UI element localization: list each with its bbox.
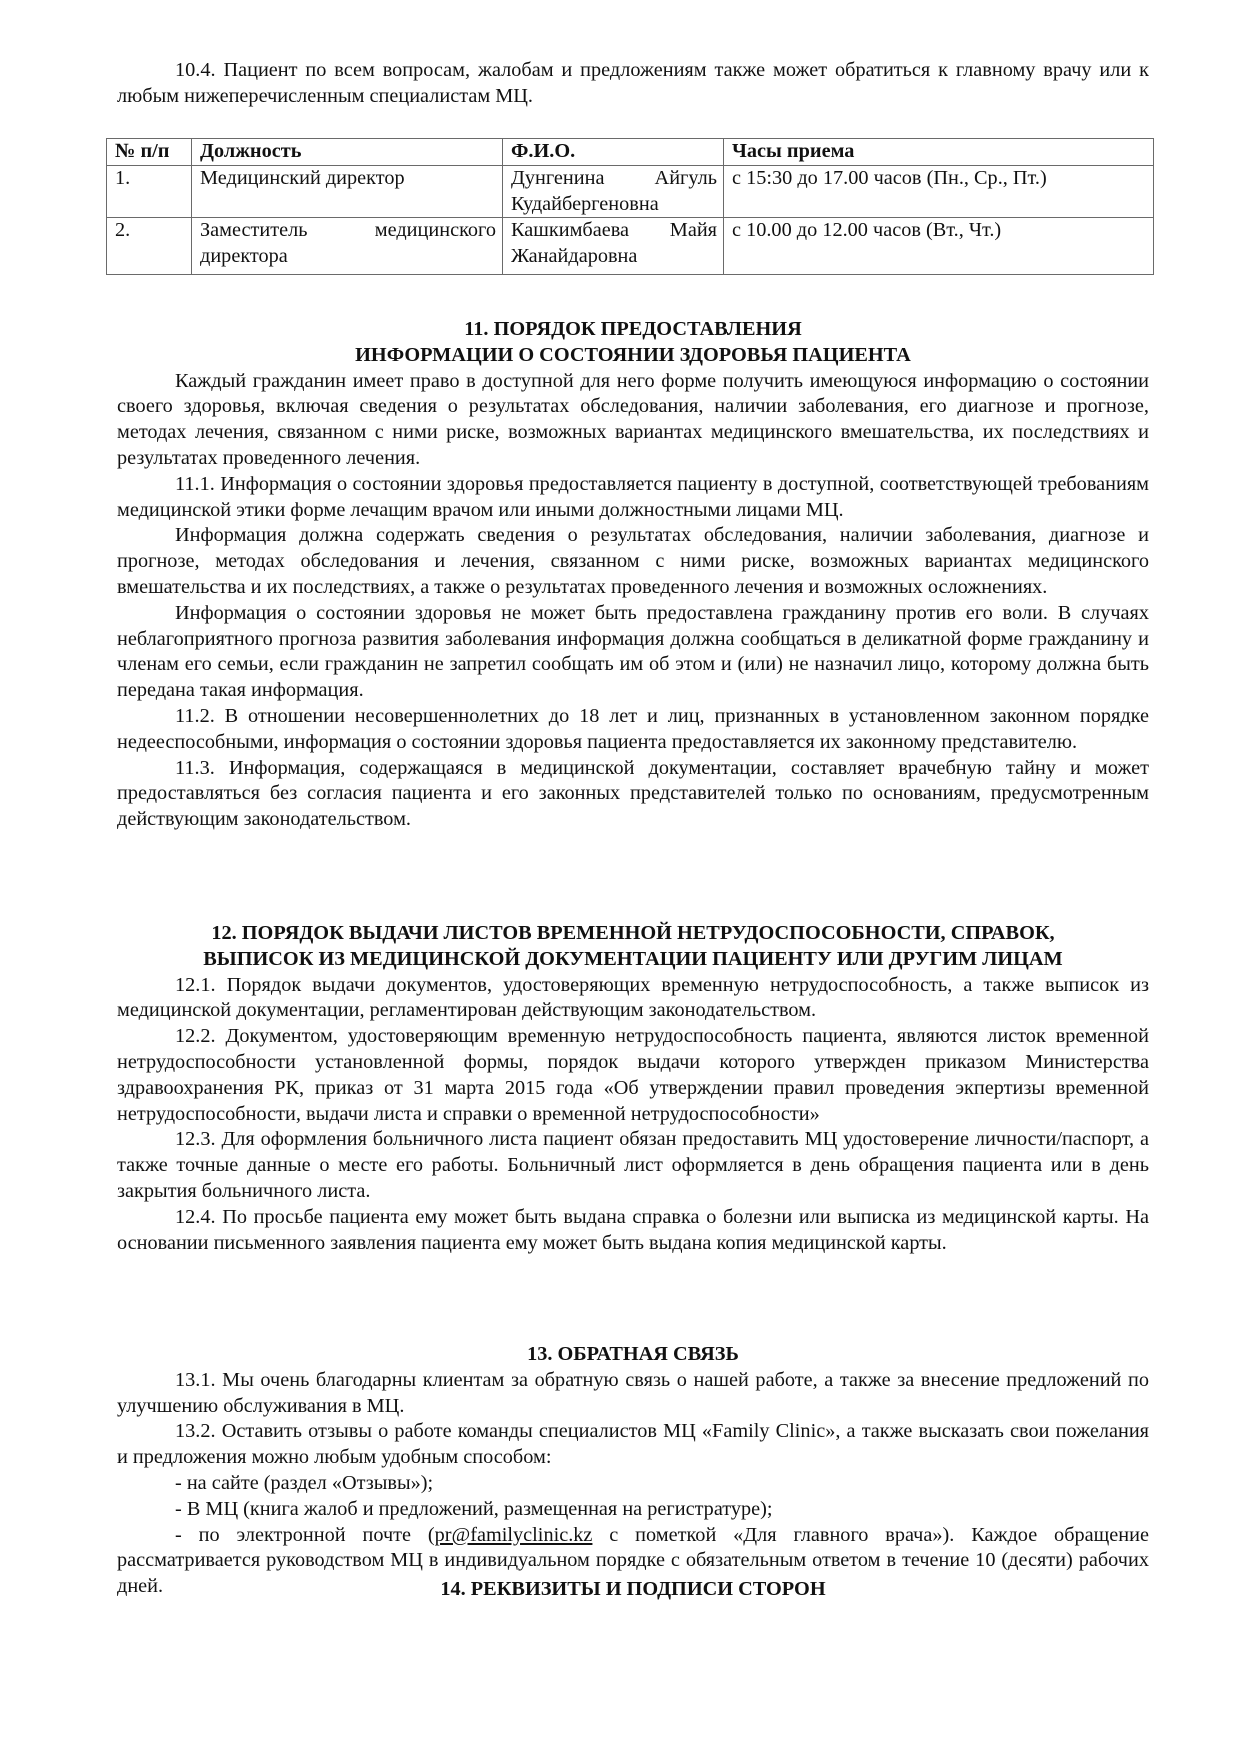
section-12-heading-line-1: 12. ПОРЯДОК ВЫДАЧИ ЛИСТОВ ВРЕМЕННОЙ НЕТРУДОСПОСОБНОСТИ, СПРАВОК, bbox=[211, 922, 1055, 944]
cell-name: Дунгенина Айгуль Кудайбергеновна bbox=[503, 165, 724, 218]
paragraph-13-1: 13.1. Мы очень благодарны клиентам за обратную связь о нашей работе, а также за внесение предложений по улучшению обслуживания в МЦ. bbox=[117, 1368, 1149, 1417]
email-item-suffix: с пометкой «Для главного врача»). Каждое обращение рассматривается руководством МЦ в индивидуальном порядке с обязательным ответом в течение 10 (десяти) рабочих дней. bbox=[117, 1523, 1149, 1598]
paragraph-11-2: 11.2. В отношении несовершеннолетних до 18 лет и лиц, признанных в установленном законном порядке недееспособными, информация о состоянии здоровья пациента предоставляется их законному представителю. bbox=[117, 704, 1149, 753]
column-header-hours: Часы приема bbox=[724, 139, 1154, 166]
section-14 bbox=[117, 1577, 1149, 1603]
paragraph-block-10-4 bbox=[117, 58, 1149, 110]
section-11-paragraph: Информация должна содержать сведения о результатах обследования, наличии заболевания, диагнозе и прогнозе, методах обследования и лечения, связанном с ними риске, возможных вариантах медицинского вмешательства и их последствиях, а также о результатах проведенного лечения и возможных осложнениях. bbox=[117, 524, 1149, 598]
section-11-paragraph: Информация о состоянии здоровья не может быть предоставлена гражданину против его воли. В случаях неблагоприятного прогноза развития заболевания информация должна сообщаться в деликатной форме гражданину и членам его семьи, если гражданин не запретил сообщать им об этом и (или) не назначил лицо, которому должна быть передана такая информация. bbox=[117, 601, 1149, 702]
staff-table bbox=[106, 138, 1154, 275]
column-header-number: № п/п bbox=[107, 139, 192, 166]
email-item-prefix: - по электронной почте ( bbox=[175, 1523, 435, 1546]
table-row bbox=[107, 218, 1154, 275]
paragraph-12-4: 12.4. По просьбе пациента ему может быть выдана справка о болезни или выписка из медицинской карты. На основании письменного заявления пациента ему может быть выдана копия медицинской карты. bbox=[117, 1205, 1149, 1254]
table-header-row bbox=[107, 139, 1154, 166]
section-13-heading: 13. ОБРАТНАЯ СВЯЗЬ bbox=[527, 1343, 739, 1365]
paragraph-11-1: 11.1. Информация о состоянии здоровья предоставляется пациенту в доступной, соответствующей требованиям медицинской этики форме лечащим врачом или иными должностными лицами МЦ. bbox=[117, 472, 1149, 521]
email-link[interactable]: pr@familyclinic.kz bbox=[434, 1523, 593, 1546]
section-12-heading-line-2: ВЫПИСОК ИЗ МЕДИЦИНСКОЙ ДОКУМЕНТАЦИИ ПАЦИЕНТУ ИЛИ ДРУГИМ ЛИЦАМ bbox=[203, 947, 1063, 970]
paragraph-10-4: 10.4. Пациент по всем вопросам, жалобам и предложениям также может обратиться к главному врачу или к любым нижеперечисленным специалистам МЦ. bbox=[117, 59, 1149, 107]
paragraph-12-2: 12.2. Документом, удостоверяющим временную нетрудоспособность пациента, являются листок временной нетрудоспособности установленной формы, порядок выдачи которого утвержден приказом Министерства здравоохранения РК, приказ от 31 марта 2015 года «Об утверждении правил проведения экпертизы временной нетрудоспособности, выдачи листа и справки о временной нетрудоспособности» bbox=[117, 1025, 1149, 1125]
column-header-position: Должность bbox=[192, 139, 503, 166]
paragraph-12-1: 12.1. Порядок выдачи документов, удостоверяющих временную нетрудоспособность, а также выписок из медицинской документации, регламентирован действующим законодательством. bbox=[117, 973, 1149, 1022]
feedback-option-website: - на сайте (раздел «Отзывы»); bbox=[175, 1471, 434, 1494]
column-header-name: Ф.И.О. bbox=[503, 139, 724, 166]
section-11 bbox=[117, 317, 1149, 833]
section-12 bbox=[117, 921, 1149, 1256]
cell-position: Медицинский директор bbox=[192, 165, 503, 218]
section-11-heading-line-2: ИНФОРМАЦИИ О СОСТОЯНИИ ЗДОРОВЬЯ ПАЦИЕНТА bbox=[355, 343, 911, 366]
paragraph-11-3: 11.3. Информация, содержащаяся в медицинской документации, составляет врачебную тайну и может предоставляться без согласия пациента и его законных представителей только по основаниям, предусмотренным действующим законодательством. bbox=[117, 756, 1149, 831]
section-11-heading-line-1: 11. ПОРЯДОК ПРЕДОСТАВЛЕНИЯ bbox=[464, 318, 802, 340]
paragraph-12-3: 12.3. Для оформления больничного листа пациент обязан предоставить МЦ удостоверение личности/паспорт, а также точные данные о месте его работы. Больничный лист оформляется в день обращения пациента или в день закрытия больничного листа. bbox=[117, 1128, 1149, 1202]
section-11-paragraph: Каждый гражданин имеет право в доступной для него форме получить имеющуюся информацию о состоянии своего здоровья, включая сведения о результатах обследования, наличии заболевания, его диагнозе и прогнозе, методах лечения, связанном с ними риске, возможных вариантах медицинского вмешательства, их последствиях и результатах проведенного лечения. bbox=[117, 369, 1149, 469]
section-14-heading: 14. РЕКВИЗИТЫ И ПОДПИСИ СТОРОН bbox=[440, 1578, 826, 1600]
paragraph-13-2: 13.2. Оставить отзывы о работе команды специалистов МЦ «Family Clinic», а также высказать свои пожелания и предложения можно любым удобным способом: bbox=[117, 1420, 1149, 1469]
cell-number: 1. bbox=[107, 165, 192, 218]
feedback-option-complaint-book: - В МЦ (книга жалоб и предложений, размещенная на регистратуре); bbox=[175, 1497, 773, 1520]
cell-hours: с 15:30 до 17.00 часов (Пн., Ср., Пт.) bbox=[724, 165, 1154, 218]
table-row bbox=[107, 165, 1154, 218]
cell-position: Заместитель медицинского директора bbox=[192, 218, 503, 275]
cell-number: 2. bbox=[107, 218, 192, 275]
cell-name: Кашкимбаева Майя Жанайдаровна bbox=[503, 218, 724, 275]
section-13 bbox=[117, 1342, 1149, 1600]
cell-hours: с 10.00 до 12.00 часов (Вт., Чт.) bbox=[724, 218, 1154, 275]
